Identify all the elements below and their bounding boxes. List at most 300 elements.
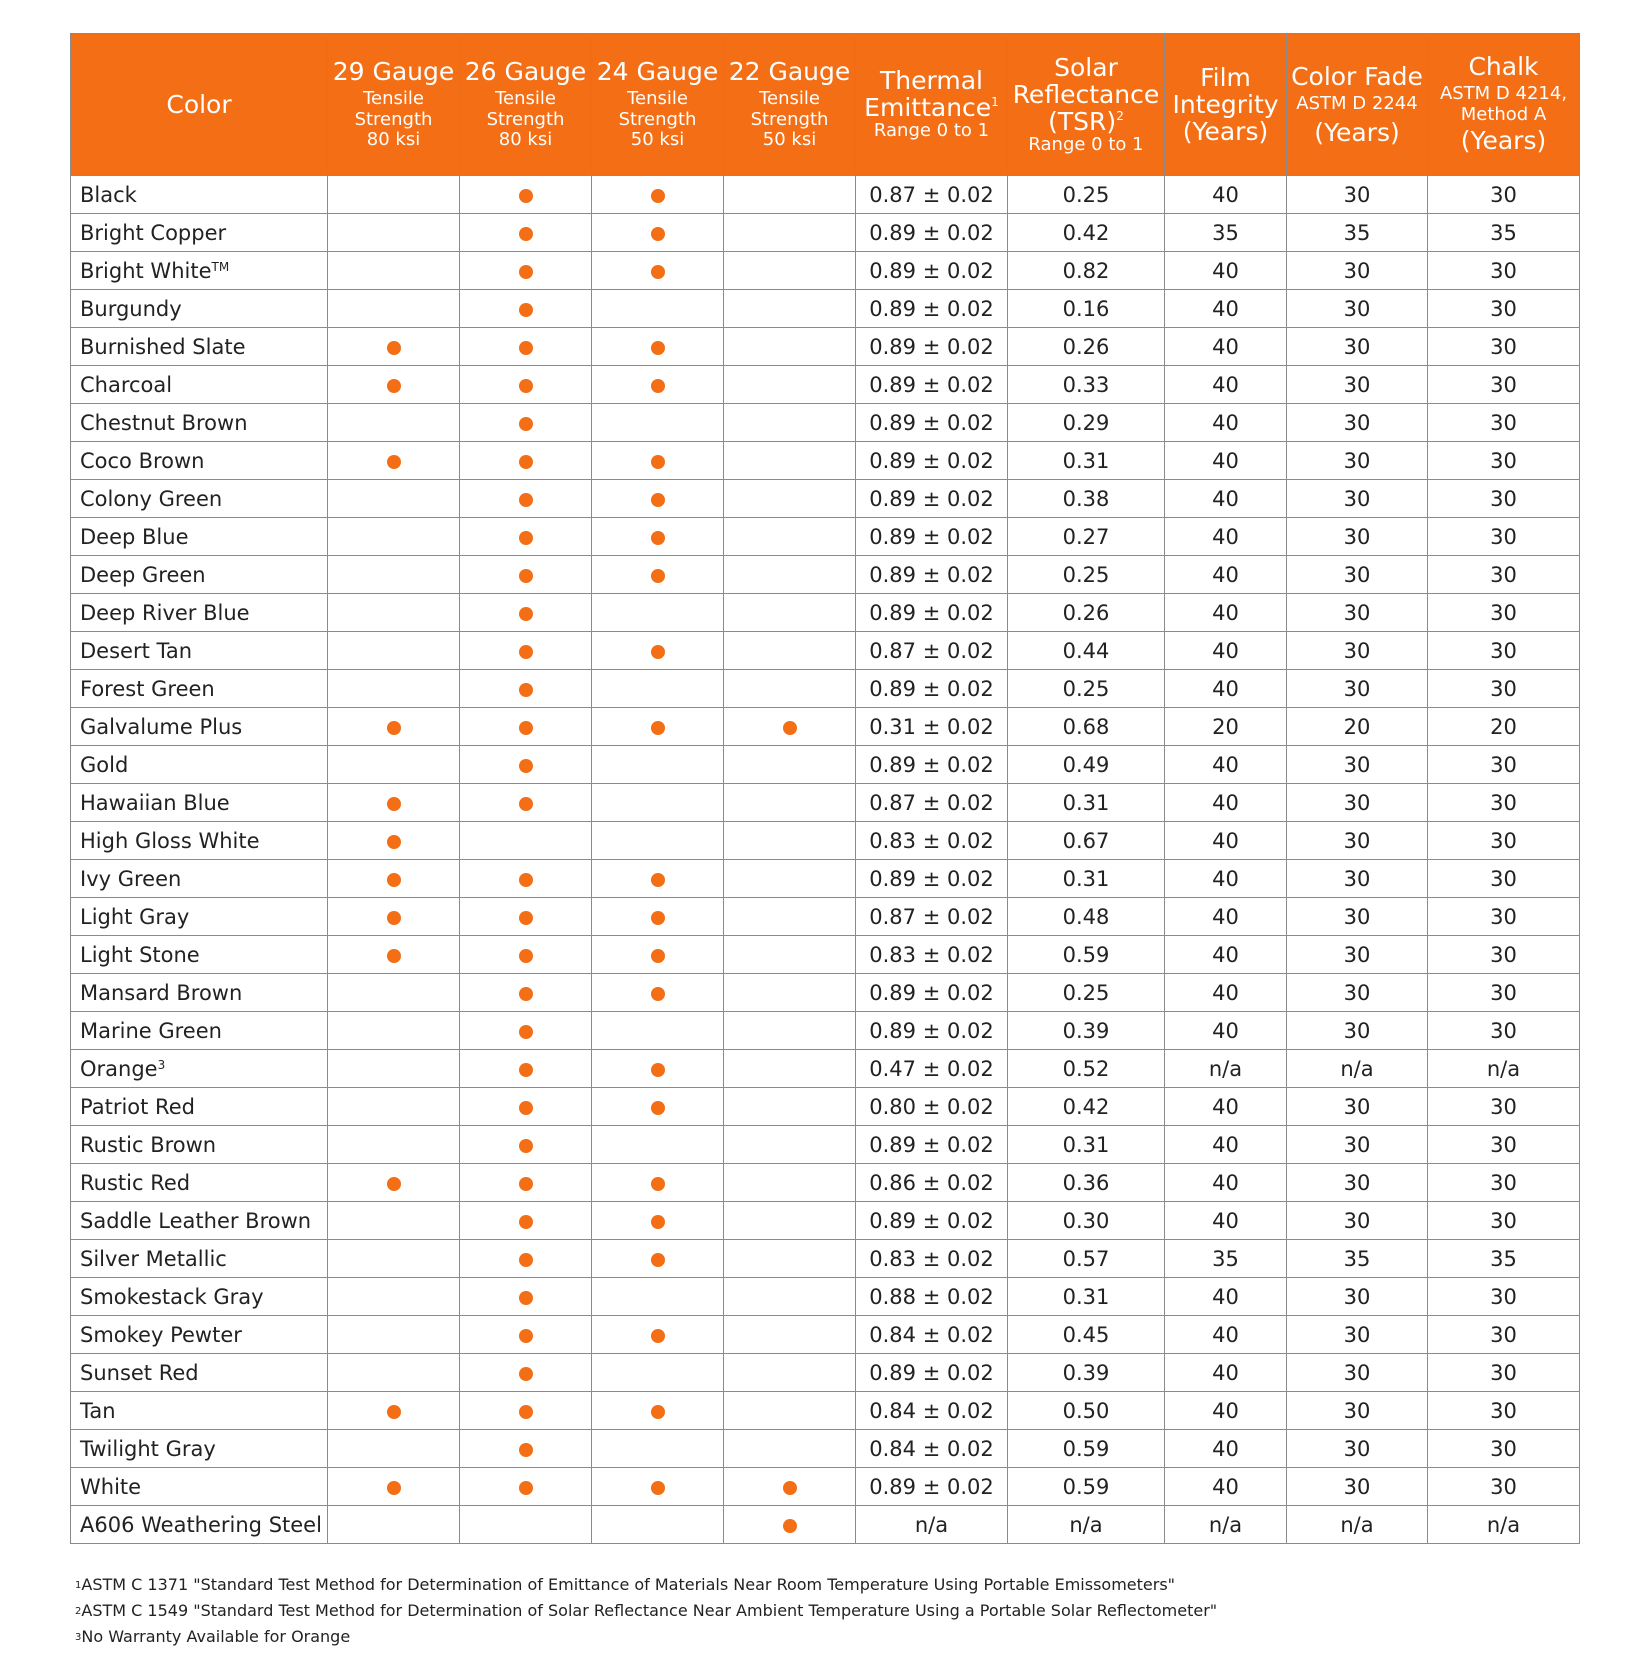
- availability-dot-icon: [519, 531, 533, 545]
- availability-dot-icon: [519, 1291, 533, 1305]
- color-name: Patriot Red: [71, 1088, 328, 1126]
- gauge-24-cell: [592, 632, 724, 670]
- gauge-26-cell: [460, 442, 592, 480]
- table-row: [71, 252, 1580, 290]
- table-row: [71, 404, 1580, 442]
- availability-dot-icon: [519, 569, 533, 583]
- chalk-cell: 30: [1428, 1430, 1580, 1468]
- film-integrity-cell: 40: [1165, 176, 1287, 214]
- table-row: [71, 1012, 1580, 1050]
- chalk-cell: 30: [1428, 1278, 1580, 1316]
- gauge-29-cell: [328, 480, 460, 518]
- gauge-22-cell: [724, 1468, 856, 1506]
- film-integrity-cell: 40: [1165, 784, 1287, 822]
- gauge-29-cell: [328, 1354, 460, 1392]
- table-row: [71, 632, 1580, 670]
- solar-reflectance-cell: 0.38: [1008, 480, 1165, 518]
- gauge-24-cell: [592, 290, 724, 328]
- gauge-22-cell: [724, 442, 856, 480]
- color-name: Deep River Blue: [71, 594, 328, 632]
- solar-reflectance-cell: 0.31: [1008, 1126, 1165, 1164]
- availability-dot-icon: [519, 379, 533, 393]
- gauge-29-cell: [328, 898, 460, 936]
- footnote: $^1$ASTM C 1371 "Standard Test Method for Determination of Emittance of Materials Near Room Temperature Using Portable Emissometers": [75, 1575, 1176, 1594]
- color-fade-cell: 30: [1287, 670, 1428, 708]
- chalk-cell: 30: [1428, 1088, 1580, 1126]
- chalk-cell: 30: [1428, 746, 1580, 784]
- color-fade-cell: 35: [1287, 1240, 1428, 1278]
- availability-dot-icon: [651, 911, 665, 925]
- color-fade-cell: 30: [1287, 1202, 1428, 1240]
- gauge-26-cell: [460, 404, 592, 442]
- solar-reflectance-cell: 0.82: [1008, 252, 1165, 290]
- chalk-cell: 30: [1428, 518, 1580, 556]
- gauge-26-cell: [460, 480, 592, 518]
- footnote: $^3$No Warranty Available for Orange: [75, 1627, 351, 1646]
- gauge-24-cell: [592, 214, 724, 252]
- color-fade-cell: 30: [1287, 822, 1428, 860]
- color-fade-cell: 35: [1287, 214, 1428, 252]
- availability-dot-icon: [519, 721, 533, 735]
- gauge-24-cell: [592, 1050, 724, 1088]
- color-fade-cell: 30: [1287, 1430, 1428, 1468]
- gauge-26-cell: [460, 822, 592, 860]
- availability-dot-icon: [519, 341, 533, 355]
- color-name: Coco Brown: [71, 442, 328, 480]
- availability-dot-icon: [519, 607, 533, 621]
- color-name: Mansard Brown: [71, 974, 328, 1012]
- availability-dot-icon: [651, 493, 665, 507]
- header-color-fade: Color Fade ASTM D 2244 (Years): [1287, 34, 1428, 176]
- chalk-cell: 30: [1428, 860, 1580, 898]
- color-name: Black: [71, 176, 328, 214]
- header-chalk: Chalk ASTM D 4214, Method A (Years): [1428, 34, 1580, 176]
- availability-dot-icon: [651, 1405, 665, 1419]
- thermal-emittance-cell: 0.83 ± 0.02: [856, 822, 1008, 860]
- gauge-22-cell: [724, 518, 856, 556]
- solar-reflectance-cell: 0.31: [1008, 1278, 1165, 1316]
- gauge-22-cell: [724, 670, 856, 708]
- thermal-emittance-cell: 0.89 ± 0.02: [856, 594, 1008, 632]
- thermal-emittance-cell: 0.89 ± 0.02: [856, 1202, 1008, 1240]
- gauge-26-cell: [460, 1506, 592, 1544]
- table-row: [71, 1468, 1580, 1506]
- gauge-26-cell: [460, 1126, 592, 1164]
- gauge-26-cell: [460, 518, 592, 556]
- gauge-26-cell: [460, 1050, 592, 1088]
- solar-reflectance-cell: 0.25: [1008, 176, 1165, 214]
- solar-reflectance-cell: 0.59: [1008, 936, 1165, 974]
- film-integrity-cell: 40: [1165, 670, 1287, 708]
- film-integrity-cell: 40: [1165, 366, 1287, 404]
- table-row: [71, 974, 1580, 1012]
- color-fade-cell: 30: [1287, 784, 1428, 822]
- color-fade-cell: 30: [1287, 594, 1428, 632]
- color-name: Hawaiian Blue: [71, 784, 328, 822]
- availability-dot-icon: [651, 227, 665, 241]
- gauge-26-cell: [460, 290, 592, 328]
- thermal-emittance-cell: 0.89 ± 0.02: [856, 1354, 1008, 1392]
- gauge-29-cell: [328, 1278, 460, 1316]
- film-integrity-cell: 40: [1165, 290, 1287, 328]
- film-integrity-cell: 40: [1165, 1430, 1287, 1468]
- thermal-emittance-cell: 0.89 ± 0.02: [856, 860, 1008, 898]
- color-name: Deep Green: [71, 556, 328, 594]
- availability-dot-icon: [519, 1139, 533, 1153]
- chalk-cell: 30: [1428, 1012, 1580, 1050]
- color-name: Light Gray: [71, 898, 328, 936]
- gauge-29-cell: [328, 176, 460, 214]
- solar-reflectance-cell: 0.67: [1008, 822, 1165, 860]
- gauge-22-cell: [724, 1278, 856, 1316]
- gauge-22-cell: [724, 328, 856, 366]
- availability-dot-icon: [387, 1405, 401, 1419]
- chalk-cell: 30: [1428, 1392, 1580, 1430]
- header-24-gauge: 24 Gauge Tensile Strength 50 ksi: [592, 34, 724, 176]
- gauge-29-cell: [328, 860, 460, 898]
- gauge-22-cell: [724, 1088, 856, 1126]
- table-row: [71, 176, 1580, 214]
- gauge-29-cell: [328, 290, 460, 328]
- solar-reflectance-cell: 0.39: [1008, 1012, 1165, 1050]
- color-name: Colony Green: [71, 480, 328, 518]
- availability-dot-icon: [651, 569, 665, 583]
- gauge-24-cell: [592, 1164, 724, 1202]
- color-fade-cell: n/a: [1287, 1506, 1428, 1544]
- availability-dot-icon: [783, 721, 797, 735]
- chalk-cell: 30: [1428, 1468, 1580, 1506]
- chalk-cell: 35: [1428, 214, 1580, 252]
- color-name: Rustic Brown: [71, 1126, 328, 1164]
- film-integrity-cell: 40: [1165, 1012, 1287, 1050]
- gauge-22-cell: [724, 784, 856, 822]
- gauge-22-cell: [724, 404, 856, 442]
- header-29-gauge-title: 29 Gauge: [332, 56, 455, 86]
- gauge-26-cell: [460, 366, 592, 404]
- color-fade-cell: 30: [1287, 632, 1428, 670]
- chalk-cell: 30: [1428, 328, 1580, 366]
- solar-reflectance-cell: 0.39: [1008, 1354, 1165, 1392]
- thermal-emittance-cell: 0.89 ± 0.02: [856, 442, 1008, 480]
- gauge-24-cell: [592, 1468, 724, 1506]
- color-name: Smokey Pewter: [71, 1316, 328, 1354]
- gauge-24-cell: [592, 1088, 724, 1126]
- availability-dot-icon: [783, 1519, 797, 1533]
- gauge-24-cell: [592, 974, 724, 1012]
- header-film-integrity: Film Integrity (Years): [1165, 34, 1287, 176]
- header-color: Color: [71, 34, 328, 176]
- chalk-cell: 30: [1428, 1316, 1580, 1354]
- availability-dot-icon: [651, 987, 665, 1001]
- gauge-24-cell: [592, 1430, 724, 1468]
- availability-dot-icon: [651, 1063, 665, 1077]
- availability-dot-icon: [519, 493, 533, 507]
- chalk-cell: 20: [1428, 708, 1580, 746]
- availability-dot-icon: [651, 1253, 665, 1267]
- thermal-emittance-cell: 0.87 ± 0.02: [856, 176, 1008, 214]
- gauge-24-cell: [592, 1392, 724, 1430]
- color-name: Silver Metallic: [71, 1240, 328, 1278]
- solar-reflectance-cell: 0.29: [1008, 404, 1165, 442]
- gauge-22-cell: [724, 594, 856, 632]
- gauge-29-cell: [328, 1012, 460, 1050]
- gauge-22-cell: [724, 1202, 856, 1240]
- table-row: [71, 784, 1580, 822]
- color-fade-cell: 30: [1287, 442, 1428, 480]
- solar-reflectance-cell: 0.36: [1008, 1164, 1165, 1202]
- color-fade-cell: 30: [1287, 1088, 1428, 1126]
- gauge-26-cell: [460, 328, 592, 366]
- film-integrity-cell: 40: [1165, 1202, 1287, 1240]
- color-fade-cell: 30: [1287, 898, 1428, 936]
- gauge-24-cell: [592, 670, 724, 708]
- header-26-gauge-title: 26 Gauge: [464, 56, 587, 86]
- availability-dot-icon: [519, 189, 533, 203]
- color-fade-cell: 30: [1287, 290, 1428, 328]
- chalk-cell: 30: [1428, 822, 1580, 860]
- availability-dot-icon: [519, 227, 533, 241]
- film-integrity-cell: n/a: [1165, 1506, 1287, 1544]
- availability-dot-icon: [387, 1177, 401, 1191]
- table-row: [71, 556, 1580, 594]
- color-name: Galvalume Plus: [71, 708, 328, 746]
- color-fade-cell: 30: [1287, 860, 1428, 898]
- chalk-cell: 30: [1428, 784, 1580, 822]
- availability-dot-icon: [651, 455, 665, 469]
- gauge-29-cell: [328, 1392, 460, 1430]
- solar-reflectance-cell: 0.42: [1008, 1088, 1165, 1126]
- solar-reflectance-cell: 0.31: [1008, 442, 1165, 480]
- gauge-26-cell: [460, 670, 592, 708]
- color-name: Desert Tan: [71, 632, 328, 670]
- thermal-emittance-cell: 0.83 ± 0.02: [856, 1240, 1008, 1278]
- color-name: Forest Green: [71, 670, 328, 708]
- chalk-cell: 30: [1428, 366, 1580, 404]
- table-row: [71, 1278, 1580, 1316]
- color-fade-cell: 30: [1287, 974, 1428, 1012]
- gauge-24-cell: [592, 746, 724, 784]
- gauge-24-cell: [592, 936, 724, 974]
- gauge-29-cell: [328, 1468, 460, 1506]
- gauge-24-cell: [592, 1506, 724, 1544]
- gauge-22-cell: [724, 1050, 856, 1088]
- gauge-26-cell: [460, 1468, 592, 1506]
- gauge-29-cell: [328, 1316, 460, 1354]
- gauge-26-cell: [460, 1202, 592, 1240]
- solar-reflectance-cell: 0.57: [1008, 1240, 1165, 1278]
- table-body: [71, 176, 1580, 1544]
- availability-dot-icon: [519, 265, 533, 279]
- chalk-cell: 30: [1428, 290, 1580, 328]
- thermal-emittance-cell: 0.87 ± 0.02: [856, 784, 1008, 822]
- gauge-29-cell: [328, 936, 460, 974]
- gauge-26-cell: [460, 784, 592, 822]
- availability-dot-icon: [519, 797, 533, 811]
- color-name: Marine Green: [71, 1012, 328, 1050]
- solar-reflectance-cell: 0.25: [1008, 556, 1165, 594]
- color-name: Chestnut Brown: [71, 404, 328, 442]
- gauge-29-cell: [328, 708, 460, 746]
- availability-dot-icon: [387, 949, 401, 963]
- gauge-24-cell: [592, 1278, 724, 1316]
- gauge-22-cell: [724, 1506, 856, 1544]
- color-name: White: [71, 1468, 328, 1506]
- availability-dot-icon: [519, 645, 533, 659]
- availability-dot-icon: [519, 683, 533, 697]
- color-name: Tan: [71, 1392, 328, 1430]
- gauge-29-cell: [328, 1050, 460, 1088]
- gauge-29-cell: [328, 1430, 460, 1468]
- chalk-cell: 30: [1428, 936, 1580, 974]
- availability-dot-icon: [651, 1481, 665, 1495]
- gauge-29-cell: [328, 670, 460, 708]
- solar-reflectance-cell: 0.50: [1008, 1392, 1165, 1430]
- gauge-24-cell: [592, 366, 724, 404]
- header-22-gauge: 22 Gauge Tensile Strength 50 ksi: [724, 34, 856, 176]
- film-integrity-cell: 40: [1165, 1392, 1287, 1430]
- thermal-emittance-cell: 0.47 ± 0.02: [856, 1050, 1008, 1088]
- film-integrity-cell: n/a: [1165, 1050, 1287, 1088]
- table-row: [71, 1392, 1580, 1430]
- solar-reflectance-cell: 0.27: [1008, 518, 1165, 556]
- gauge-22-cell: [724, 480, 856, 518]
- color-fade-cell: 30: [1287, 1164, 1428, 1202]
- color-fade-cell: 30: [1287, 1392, 1428, 1430]
- gauge-24-cell: [592, 1012, 724, 1050]
- availability-dot-icon: [519, 1481, 533, 1495]
- thermal-emittance-cell: 0.84 ± 0.02: [856, 1430, 1008, 1468]
- solar-reflectance-cell: 0.33: [1008, 366, 1165, 404]
- thermal-emittance-cell: 0.89 ± 0.02: [856, 974, 1008, 1012]
- availability-dot-icon: [651, 341, 665, 355]
- availability-dot-icon: [387, 797, 401, 811]
- chalk-cell: 30: [1428, 632, 1580, 670]
- gauge-22-cell: [724, 632, 856, 670]
- gauge-26-cell: [460, 632, 592, 670]
- availability-dot-icon: [387, 341, 401, 355]
- film-integrity-cell: 20: [1165, 708, 1287, 746]
- color-fade-cell: 30: [1287, 1468, 1428, 1506]
- color-fade-cell: 20: [1287, 708, 1428, 746]
- availability-dot-icon: [651, 379, 665, 393]
- availability-dot-icon: [387, 873, 401, 887]
- color-fade-cell: 30: [1287, 1126, 1428, 1164]
- thermal-emittance-cell: 0.31 ± 0.02: [856, 708, 1008, 746]
- thermal-emittance-cell: 0.89 ± 0.02: [856, 1012, 1008, 1050]
- chalk-cell: 30: [1428, 594, 1580, 632]
- gauge-24-cell: [592, 1316, 724, 1354]
- chalk-cell: 30: [1428, 1202, 1580, 1240]
- thermal-emittance-cell: n/a: [856, 1506, 1008, 1544]
- solar-reflectance-cell: 0.49: [1008, 746, 1165, 784]
- availability-dot-icon: [651, 531, 665, 545]
- gauge-24-cell: [592, 1126, 724, 1164]
- thermal-emittance-cell: 0.89 ± 0.02: [856, 328, 1008, 366]
- gauge-26-cell: [460, 898, 592, 936]
- table-row: [71, 518, 1580, 556]
- film-integrity-cell: 40: [1165, 556, 1287, 594]
- availability-dot-icon: [651, 1101, 665, 1115]
- gauge-22-cell: [724, 1012, 856, 1050]
- solar-reflectance-cell: 0.30: [1008, 1202, 1165, 1240]
- gauge-26-cell: [460, 1012, 592, 1050]
- thermal-emittance-cell: 0.89 ± 0.02: [856, 670, 1008, 708]
- availability-dot-icon: [519, 455, 533, 469]
- film-integrity-cell: 40: [1165, 1088, 1287, 1126]
- gauge-26-cell: [460, 594, 592, 632]
- gauge-29-cell: [328, 366, 460, 404]
- table-row: [71, 1430, 1580, 1468]
- table-row: [71, 746, 1580, 784]
- header-thermal-emittance: Thermal Emittance$^1$ Range 0 to 1: [856, 34, 1008, 176]
- thermal-emittance-cell: 0.89 ± 0.02: [856, 518, 1008, 556]
- film-integrity-cell: 40: [1165, 974, 1287, 1012]
- chalk-cell: 35: [1428, 1240, 1580, 1278]
- gauge-26-cell: [460, 746, 592, 784]
- gauge-24-cell: [592, 480, 724, 518]
- availability-dot-icon: [519, 1177, 533, 1191]
- gauge-29-cell: [328, 214, 460, 252]
- gauge-26-cell: [460, 252, 592, 290]
- gauge-24-cell: [592, 1240, 724, 1278]
- gauge-29-cell: [328, 1240, 460, 1278]
- availability-dot-icon: [519, 1215, 533, 1229]
- gauge-22-cell: [724, 1430, 856, 1468]
- chalk-cell: 30: [1428, 974, 1580, 1012]
- availability-dot-icon: [651, 189, 665, 203]
- solar-reflectance-cell: 0.16: [1008, 290, 1165, 328]
- gauge-29-cell: [328, 252, 460, 290]
- gauge-24-cell: [592, 518, 724, 556]
- gauge-29-cell: [328, 1164, 460, 1202]
- color-name: Rustic Red: [71, 1164, 328, 1202]
- gauge-26-cell: [460, 1240, 592, 1278]
- gauge-22-cell: [724, 1354, 856, 1392]
- gauge-26-cell: [460, 974, 592, 1012]
- gauge-29-cell: [328, 442, 460, 480]
- color-fade-cell: 30: [1287, 746, 1428, 784]
- availability-dot-icon: [519, 417, 533, 431]
- solar-reflectance-cell: 0.52: [1008, 1050, 1165, 1088]
- availability-dot-icon: [651, 949, 665, 963]
- color-spec-table: [70, 33, 1580, 1544]
- header-26-gauge: 26 Gauge Tensile Strength 80 ksi: [460, 34, 592, 176]
- gauge-26-cell: [460, 936, 592, 974]
- gauge-22-cell: [724, 556, 856, 594]
- thermal-emittance-cell: 0.84 ± 0.02: [856, 1392, 1008, 1430]
- chalk-cell: 30: [1428, 556, 1580, 594]
- solar-reflectance-cell: n/a: [1008, 1506, 1165, 1544]
- table-row: [71, 328, 1580, 366]
- table-row: [71, 822, 1580, 860]
- availability-dot-icon: [651, 1215, 665, 1229]
- gauge-24-cell: [592, 328, 724, 366]
- gauge-24-cell: [592, 708, 724, 746]
- gauge-22-cell: [724, 214, 856, 252]
- film-integrity-cell: 35: [1165, 214, 1287, 252]
- thermal-emittance-cell: 0.89 ± 0.02: [856, 252, 1008, 290]
- availability-dot-icon: [651, 1329, 665, 1343]
- film-integrity-cell: 40: [1165, 746, 1287, 784]
- gauge-22-cell: [724, 1164, 856, 1202]
- solar-reflectance-cell: 0.26: [1008, 328, 1165, 366]
- color-name: Bright White™: [71, 252, 328, 290]
- film-integrity-cell: 35: [1165, 1240, 1287, 1278]
- gauge-24-cell: [592, 252, 724, 290]
- gauge-26-cell: [460, 1088, 592, 1126]
- thermal-emittance-cell: 0.87 ± 0.02: [856, 898, 1008, 936]
- table-row: [71, 290, 1580, 328]
